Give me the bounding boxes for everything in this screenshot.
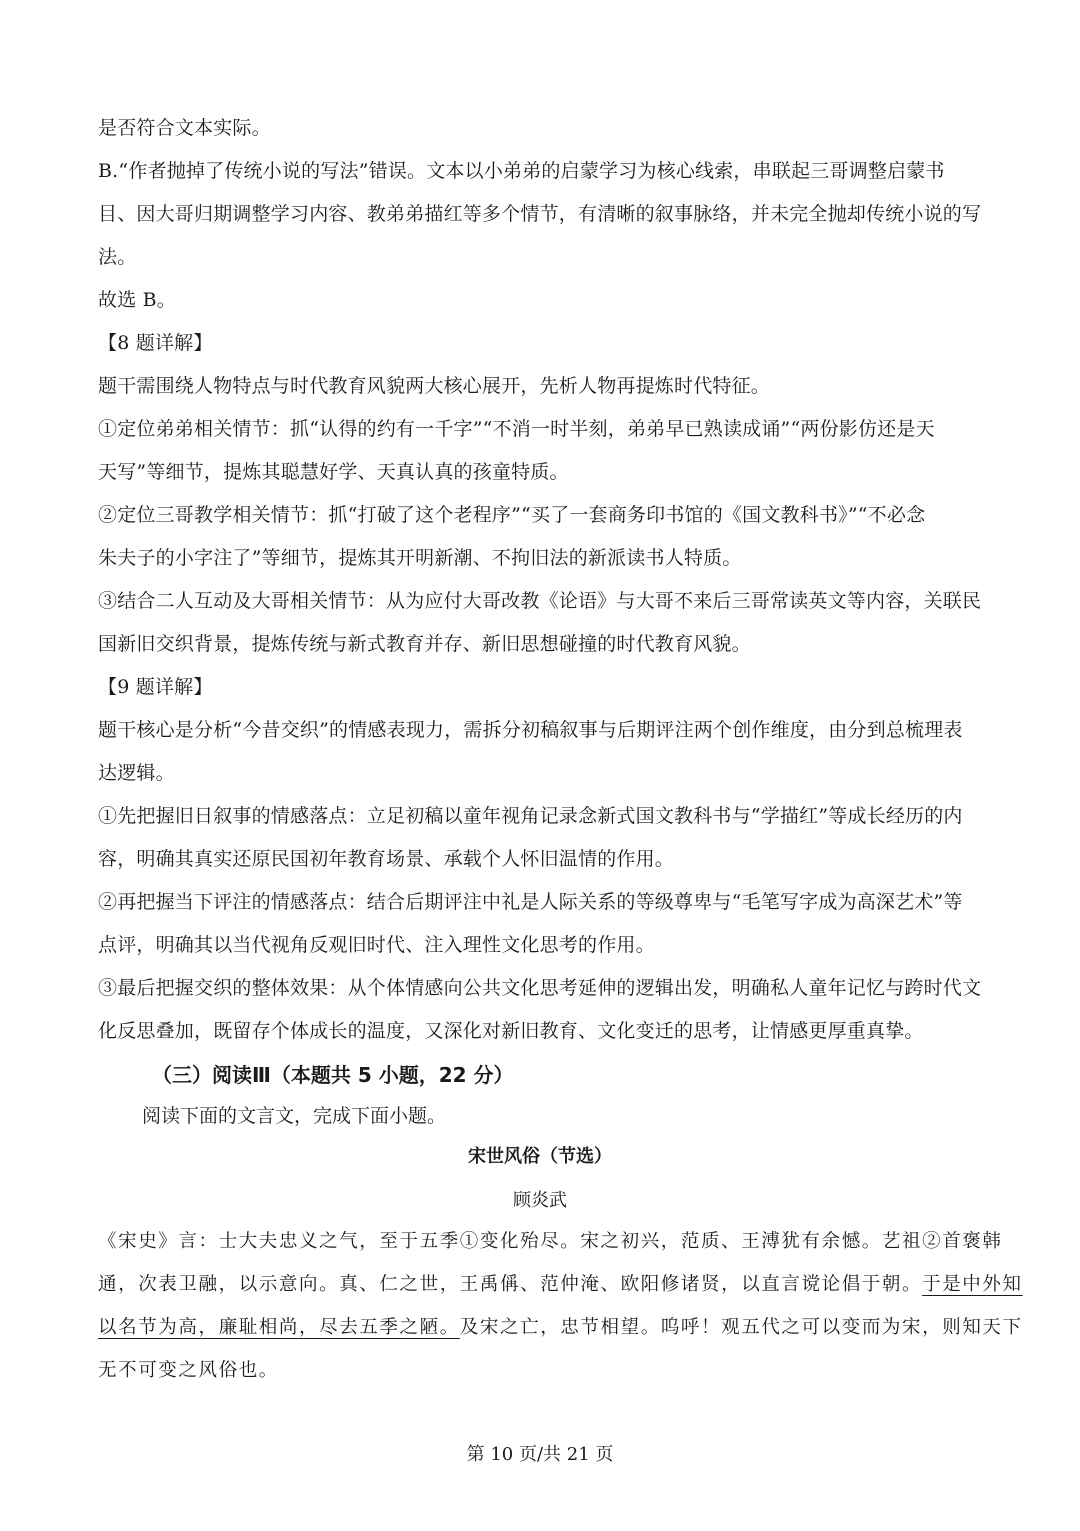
explanation-line: 是否符合文本实际。 — [98, 117, 271, 139]
passage-line: 《宋史》言：士大夫忠义之气，至于五季①变化殆尽。宋之初兴，范质、王溥犹有余憾。艺祖②首褒韩 — [98, 1231, 1003, 1252]
explanation-line: 朱夫子的小字注了”等细节，提炼其开明新潮、不拘旧法的新派读书人特质。 — [98, 547, 742, 569]
underlined-sentence: 于是中外知 — [922, 1274, 1023, 1295]
underlined-sentence: 以名节为高，廉耻相尚，尽去五季之陋。 — [98, 1317, 460, 1338]
explanation-line: ①定位弟弟相关情节：抓“认得的约有一千字”“不消一时半刻，弟弟早已熟读成诵”“两份影仿还是天 — [98, 418, 935, 440]
explanation-line: ②定位三哥教学相关情节：抓“打破了这个老程序”“买了一套商务印书馆的《国文教科书》”“不必念 — [98, 504, 926, 526]
answer-line: 故选 B。 — [98, 289, 177, 311]
explanation-line: ①先把握旧日叙事的情感落点：立足初稿以童年视角记录念新式国文教科书与“学描红”等成长经历的内 — [98, 805, 963, 827]
explanation-line: 点评，明确其以当代视角反观旧时代、注入理性文化思考的作用。 — [98, 934, 655, 956]
explanation-line: 目、因大哥归期调整学习内容、教弟弟描红等多个情节，有清晰的叙事脉络，并未完全抛却传统小说的写 — [98, 203, 982, 225]
passage-author: 顾炎武 — [513, 1190, 567, 1211]
passage-text: 及宋之亡，忠节相望。呜呼！观五代之可以变而为宋，则知天下 — [459, 1317, 1023, 1338]
page-footer: 第 10 页/共 21 页 — [466, 1444, 614, 1465]
explanation-line: 题干需围绕人物特点与时代教育风貌两大核心展开，先析人物再提炼时代特征。 — [98, 375, 771, 397]
question-9-heading: 【9 题详解】 — [98, 676, 213, 698]
explanation-line: ②再把握当下评注的情感落点：结合后期评注中礼是人际关系的等级尊卑与“毛笔写字成为高深艺术”等 — [98, 891, 963, 913]
explanation-line: ③结合二人互动及大哥相关情节：从为应付大哥改教《论语》与大哥不来后三哥常读英文等内容，关联民 — [98, 590, 982, 612]
passage-text: 通，次表卫融，以示意向。真、仁之世，王禹偁、范仲淹、欧阳修诸贤，以直言谠论倡于朝。 — [98, 1274, 923, 1295]
explanation-line: 国新旧交织背景，提炼传统与新式教育并存、新旧思想碰撞的时代教育风貌。 — [98, 633, 751, 655]
passage-line: 无不可变之风俗也。 — [98, 1360, 279, 1381]
explanation-line: 题干核心是分析“今昔交织”的情感表现力，需拆分初稿叙事与后期评注两个创作维度，由分到总梳理表 — [98, 719, 963, 741]
reading-instruction: 阅读下面的文言文，完成下面小题。 — [142, 1105, 447, 1127]
question-8-heading: 【8 题详解】 — [98, 332, 213, 354]
passage-line — [98, 1270, 1023, 1296]
passage-line — [98, 1313, 1023, 1339]
passage-title: 宋世风俗（节选） — [468, 1146, 612, 1167]
explanation-line: ③最后把握交织的整体效果：从个体情感向公共文化思考延伸的逻辑出发，明确私人童年记忆与跨时代文 — [98, 977, 982, 999]
explanation-line: 化反思叠加，既留存个体成长的温度，又深化对新旧教育、文化变迁的思考，让情感更厚重真挚。 — [98, 1020, 924, 1042]
explanation-line: B.“作者抛掉了传统小说的写法”错误。文本以小弟弟的启蒙学习为核心线索，串联起三哥调整启蒙书 — [98, 160, 945, 182]
explanation-line: 天写”等细节，提炼其聪慧好学、天真认真的孩童特质。 — [98, 461, 569, 483]
explanation-line: 容，明确其真实还原民国初年教育场景、承载个人怀旧温情的作用。 — [98, 848, 675, 870]
section-heading: （三）阅读Ⅲ（本题共 5 小题，22 分） — [152, 1063, 514, 1087]
explanation-line: 达逻辑。 — [98, 762, 175, 784]
explanation-line: 法。 — [98, 246, 137, 268]
